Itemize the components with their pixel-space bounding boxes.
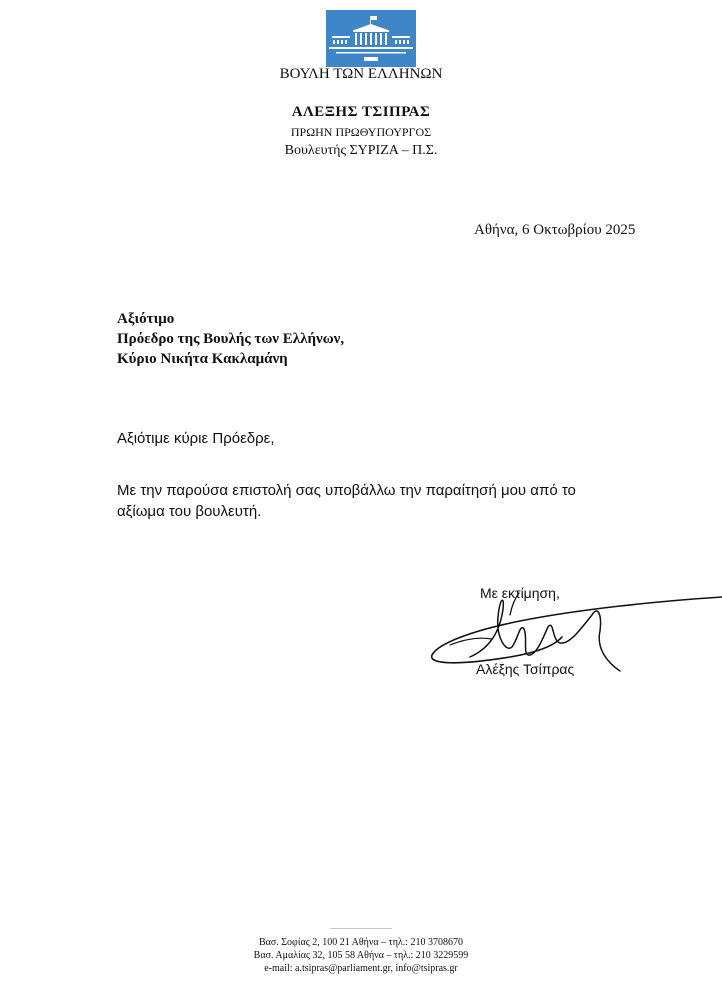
salutation: Αξιότιμε κύριε Πρόεδρε, — [117, 430, 275, 447]
footer-contact-line: e-mail: a.tsipras@parliament.gr, info@tsipras.gr — [264, 963, 458, 974]
author-name: ΑΛΕΞΗΣ ΤΣΙΠΡΑΣ — [291, 104, 431, 120]
letter-body: Με την παρούσα επιστολή σας υποβάλλω την παραίτησή μου από το αξίωμα του βουλευτή. — [117, 482, 576, 520]
author-party: Βουλευτής ΣΥΡΙΖΑ – Π.Σ. — [284, 143, 438, 158]
recipient-line: Κύριο Νικήτα Κακλαμάνη — [117, 351, 288, 367]
handwritten-signature — [420, 575, 722, 685]
footer-divider — [330, 928, 392, 929]
footer-address-line: Βασ. Αμαλίας 32, 105 58 Αθήνα – τηλ.: 210 3229599 — [253, 950, 469, 961]
closing: Με εκτίμηση, — [480, 585, 560, 601]
recipient-line: Πρόεδρο της Βουλής των Ελλήνων, — [117, 331, 345, 347]
institution-name: ΒΟΥΛΗ ΤΩΝ ΕΛΛΗΝΩΝ — [279, 66, 443, 82]
signer-name: Αλέξης Τσίπρας — [476, 661, 575, 677]
recipient-line: Αξιότιμο — [117, 311, 175, 327]
parliament-logo — [326, 10, 416, 67]
letter-date: Αθήνα, 6 Οκτωβρίου 2025 — [474, 222, 636, 238]
footer-address-line: Βασ. Σοφίας 2, 100 21 Αθήνα – τηλ.: 210 3708670 — [258, 937, 464, 948]
author-role: ΠΡΩΗΝ ΠΡΩΘΥΠΟΥΡΓΟΣ — [290, 125, 432, 139]
